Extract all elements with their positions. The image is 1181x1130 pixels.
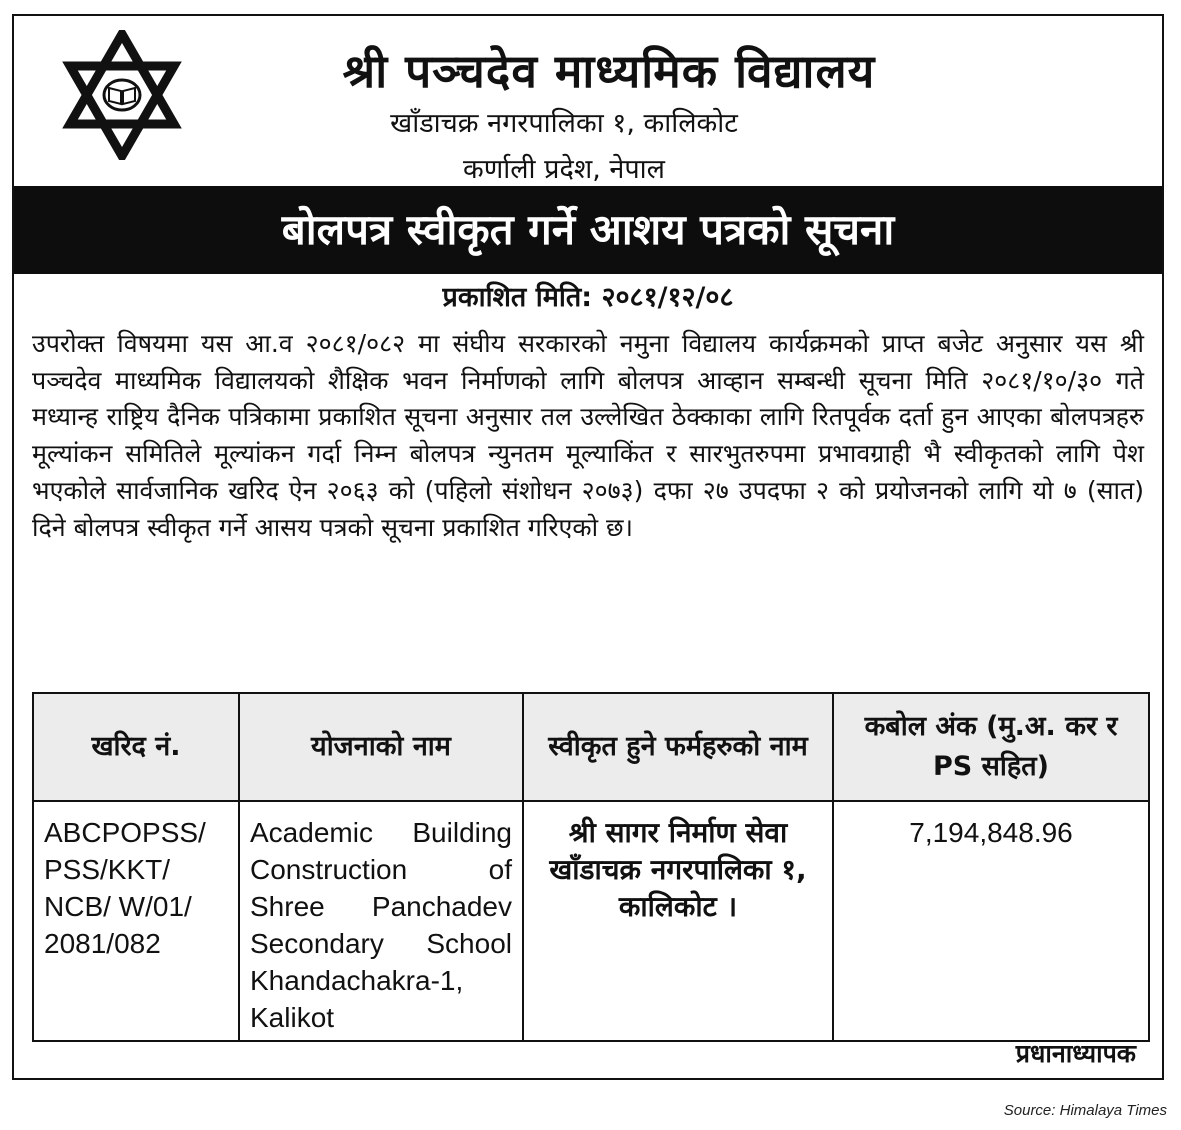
- table-header-row: [33, 693, 1149, 801]
- header-bid-amount: कबोल अंक (मु.अ. कर र PS सहित): [833, 693, 1149, 801]
- published-date-value: २०८१/१२/०८: [601, 282, 734, 313]
- signatory-title: प्रधानाध्यापक: [1015, 1039, 1136, 1068]
- cell-project-name: Academic Building Construction of Shree Panchadev Secondary School Khandachakra-1, Kalikot: [239, 801, 523, 1041]
- table-row: [33, 801, 1149, 1041]
- notice-frame: [12, 14, 1164, 1080]
- notice-body: उपरोक्त विषयमा यस आ.व २०८१/०८२ मा संघीय सरकारको नमुना विद्यालय कार्यक्रमको प्राप्त बजेट अनुसार यस श्री पञ्चदेव माध्यमिक विद्यालयको शैक्षिक भवन निर्माणको लागि बोलपत्र आव्हान सम्बन्धी सूचना मिति २०८१/१०/३० गते मध्यान्ह राष्ट्रिय दैनिक पत्रिकामा प्रकाशित सूचना अनुसार तल उल्लेखित ठेक्काका लागि रितपूर्वक दर्ता हुन आएका बोलपत्रहरु मूल्यांकन समितिले मूल्यांकन गर्दा निम्न बोलपत्र न्युनतम मूल्याकिंत र सारभुतरुपमा प्रभावग्राही भै स्वीकृतको लागि पेश भएकोले सार्वजानिक खरिद ऐन २०६३ को (पहिलो संशोधन २०७३) दफा २७ उपदफा २ को प्रयोजनको लागि यो ७ (सात) दिने बोलपत्र स्वीकृत गर्ने आसय पत्रको सूचना प्रकाशित गरिएको छ।: [32, 329, 1144, 542]
- cell-firm-name: श्री सागर निर्माण सेवा खाँडाचक्र नगरपालिका १, कालिकोट ।: [523, 801, 833, 1041]
- cell-procurement-no: ABCPOPSS/ PSS/KKT/ NCB/ W/01/ 2081/082: [33, 801, 239, 1041]
- header-project-name: योजनाको नाम: [239, 693, 523, 801]
- source-credit: Source: Himalaya Times: [1003, 1102, 1167, 1119]
- header-procurement-no: खरिद नं.: [33, 693, 239, 801]
- address-line-2: कर्णाली प्रदेश, नेपाल: [463, 154, 665, 185]
- published-date-label: प्रकाशित मिति:: [442, 282, 593, 313]
- address-line-1: खाँडाचक्र नगरपालिका १, कालिकोट: [390, 108, 738, 139]
- bid-table: [32, 692, 1150, 1042]
- published-date-line: [14, 278, 1162, 318]
- school-name: श्री पञ्चदेव माध्यमिक विद्यालय: [342, 44, 876, 98]
- cell-bid-amount: 7,194,848.96: [833, 801, 1149, 1041]
- header-firm-name: स्वीकृत हुने फर्महरुको नाम: [523, 693, 833, 801]
- notice-title: बोलपत्र स्वीकृत गर्ने आशय पत्रको सूचना: [14, 186, 1162, 274]
